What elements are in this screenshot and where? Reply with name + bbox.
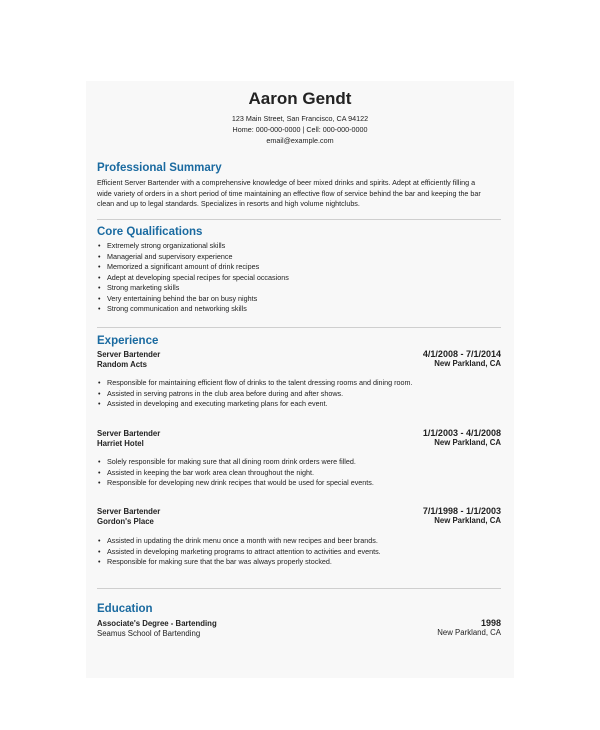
job-role: Server Bartender [97, 507, 161, 516]
job-entry-header [97, 507, 160, 527]
section-divider [97, 588, 501, 589]
candidate-name: Aaron Gendt [248, 89, 352, 108]
summary-heading: Professional Summary [97, 162, 222, 174]
list-item: • Assisted in serving patrons in the club area before during and after shows. [97, 389, 499, 400]
job-location: New Parkland, CA [434, 438, 501, 447]
list-item: • Adept at developing special recipes for special occasions [97, 273, 499, 284]
job-dates: 1/1/2003 - 4/1/2008 [422, 428, 501, 438]
job-entry-header [97, 350, 160, 370]
job-entry-meta [423, 349, 501, 369]
job-dates: 4/1/2008 - 7/1/2014 [422, 349, 501, 359]
school-name: Seamus School of Bartending [97, 629, 201, 638]
list-item: • Memorized a significant amount of drink recipes [97, 262, 499, 273]
job-entry-meta [423, 428, 501, 448]
list-item: • Assisted in keeping the bar work area clean throughout the night. [97, 468, 499, 479]
education-heading: Education [97, 603, 153, 615]
qualifications-list [97, 241, 499, 315]
job-company: Harriet Hotel [97, 439, 144, 448]
education-entry-meta [437, 618, 501, 638]
section-divider [97, 327, 501, 328]
email-line: email@example.com [266, 136, 334, 145]
education-entry-header [97, 619, 217, 639]
job-entry-header [97, 429, 160, 449]
education-year: 1998 [480, 618, 501, 628]
list-item: • Managerial and supervisory experience [97, 252, 499, 263]
summary-line: clean and up to legal standards. Specializes in resorts and high volume nightclubs. [97, 199, 360, 208]
summary-text [97, 178, 499, 210]
resume-page [86, 81, 514, 678]
section-divider [97, 219, 501, 220]
job-role: Server Bartender [97, 429, 161, 438]
list-item: • Strong marketing skills [97, 283, 499, 294]
list-item: • Extremely strong organizational skills [97, 241, 499, 252]
job-role: Server Bartender [97, 350, 161, 359]
job-company: Gordon's Place [97, 517, 154, 526]
experience-heading: Experience [97, 335, 159, 347]
job-entry-meta [423, 506, 501, 526]
job-location: New Parkland, CA [434, 516, 501, 525]
education-location: New Parkland, CA [437, 628, 501, 637]
list-item: • Assisted in developing marketing programs to attract attention to activities and events. [97, 547, 499, 558]
job-duties-list [97, 378, 499, 410]
job-duties-list [97, 536, 499, 568]
address-line: 123 Main Street, San Francisco, CA 94122 [231, 114, 369, 123]
job-duties-list [97, 457, 499, 489]
list-item: • Responsible for making sure that the bar was always properly stocked. [97, 557, 499, 568]
phone-line: Home: 000-000-0000 | Cell: 000-000-0000 [232, 125, 368, 134]
degree-name: Associate's Degree - Bartending [97, 619, 217, 628]
list-item: • Assisted in developing and executing marketing plans for each event. [97, 399, 499, 410]
list-item: • Solely responsible for making sure that all dining room drink orders were filled. [97, 457, 499, 468]
summary-line: wide variety of orders in a short period of time maintaining an effective flow of service behind the bar and keeping the bar [97, 188, 481, 198]
list-item: • Very entertaining behind the bar on busy nights [97, 294, 499, 305]
summary-line: Efficient Server Bartender with a comprehensive knowledge of beer mixed drinks and spirits. Adept at efficiently filling a [97, 178, 476, 187]
list-item: • Assisted in updating the drink menu once a month with new recipes and beer brands. [97, 536, 499, 547]
job-dates: 7/1/1998 - 1/1/2003 [422, 506, 501, 516]
list-item: • Responsible for maintaining efficient flow of drinks to the talent dressing rooms and dining room. [97, 378, 499, 389]
list-item: • Strong communication and networking skills [97, 304, 499, 315]
qualifications-heading: Core Qualifications [97, 226, 203, 238]
list-item: • Responsible for developing new drink recipes that would be used for special events. [97, 478, 499, 489]
job-location: New Parkland, CA [434, 359, 501, 368]
job-company: Random Acts [97, 360, 147, 369]
